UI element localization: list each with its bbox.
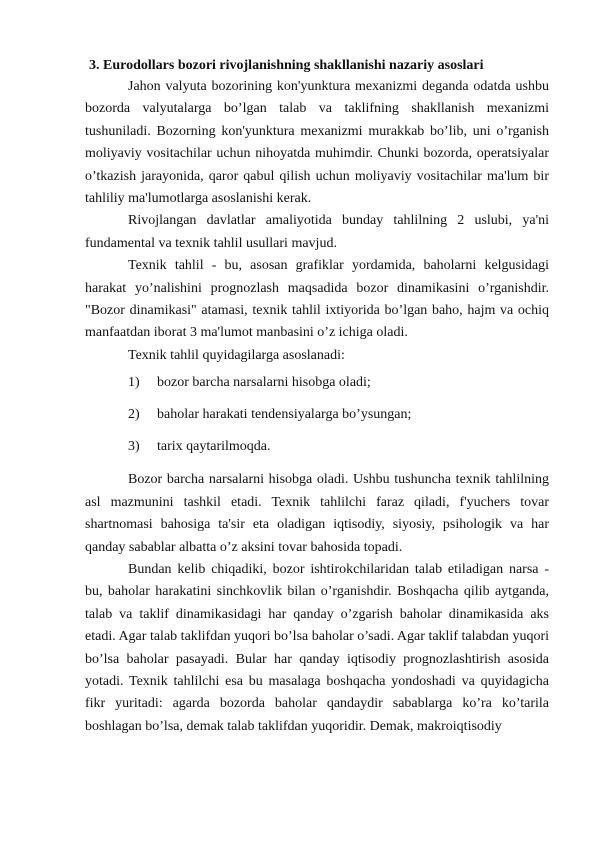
list-item-number: 3) bbox=[128, 439, 140, 455]
paragraph-list-intro: Texnik tahlil quyidagilarga asoslanadi: bbox=[128, 347, 345, 363]
principles-list bbox=[85, 373, 549, 469]
list-item-text: bozor barcha narsalarni hisobga oladi; bbox=[157, 375, 371, 391]
list-item-number: 1) bbox=[128, 375, 140, 391]
document-page bbox=[85, 56, 549, 738]
list-item bbox=[85, 405, 549, 437]
paragraph-technical-analysis: Texnik tahlil - bu, asosan grafiklar yordamida, baholarni kelgusidagi harakat yo’nalishini prognozlash maqsadida bozor dinamikasini o’rganishdir. "Bozor dinamikasi" atamasi, texnik tahlil ixtiyorida bo’lgan baho, hajm va ochiq manfaatdan iborat 3 ma'lumot manbasini o’z ichiga oladi. bbox=[85, 258, 549, 341]
paragraph-supply-demand: Bundan kelib chiqadiki, bozor ishtirokchilaridan talab etiladigan narsa - bu, baholar harakatini sinchkovlik bilan o’rganishdir. Boshqacha qilib aytganda, talab va taklif dinamikasidagi har qanday o’zgarish baholar dinamikasida aks etadi. Agar talab taklifdan yuqori bo’lsa baholar o’sadi. Agar taklif talabdan yuqori bo’lsa baholar pasayadi. Bular har qanday iqtisodiy prognozlashtirish asosida yotadi. Texnik tahlilchi esa bu masalaga boshqacha yondoshadi va quyidagicha fikr yuritadi: agarda bozorda baholar qandaydir sabablarga ko’ra ko’tarila boshlagan bo’lsa, demak talab taklifdan yuqoridir. Demak, makroiqtisodiy bbox=[85, 561, 549, 734]
paragraph-market-accounts: Bozor barcha narsalarni hisobga oladi. Ushbu tushuncha texnik tahlilning asl mazmunini tashkil etadi. Texnik tahlilchi faraz qiladi, f'yuchers tovar shartnomasi bahosiga ta'sir eta oladigan iqtisodiy, siyosiy, psihologik va har qanday sabablar albatta o’z aksini tovar bahosida topadi. bbox=[85, 472, 549, 555]
list-item-number: 2) bbox=[128, 407, 140, 423]
paragraph-methods: Rivojlangan davlatlar amaliyotida bunday tahlilning 2 uslubi, ya'ni fundamental va texnik tahlil usullari mavjud. bbox=[85, 213, 549, 251]
list-item bbox=[85, 437, 549, 469]
list-item-text: tarix qaytarilmoqda. bbox=[157, 439, 271, 455]
list-item bbox=[85, 373, 549, 405]
section-heading: 3. Eurodollars bozori rivojlanishning shakllanishi nazariy asoslari bbox=[89, 58, 484, 73]
paragraph-intro: Jahon valyuta bozorining kon'yunktura mexanizmi deganda odatda ushbu bozorda valyutalarga bo’lgan talab va taklifning shakllanish mexanizmi tushuniladi. Bozorning kon'yunktura mexanizmi murakkab bo’lib, uni o’rganish moliyaviy vositachilar uchun nihoyatda muhimdir. Chunki bozorda, operatsiyalar o’tkazish jarayonida, qaror qabul qilish uchun moliyaviy vositachilar ma'lum bir tahliliy ma'lumotlarga asoslanishi kerak. bbox=[85, 79, 549, 207]
list-item-text: baholar harakati tendensiyalarga bo’ysungan; bbox=[157, 407, 412, 423]
